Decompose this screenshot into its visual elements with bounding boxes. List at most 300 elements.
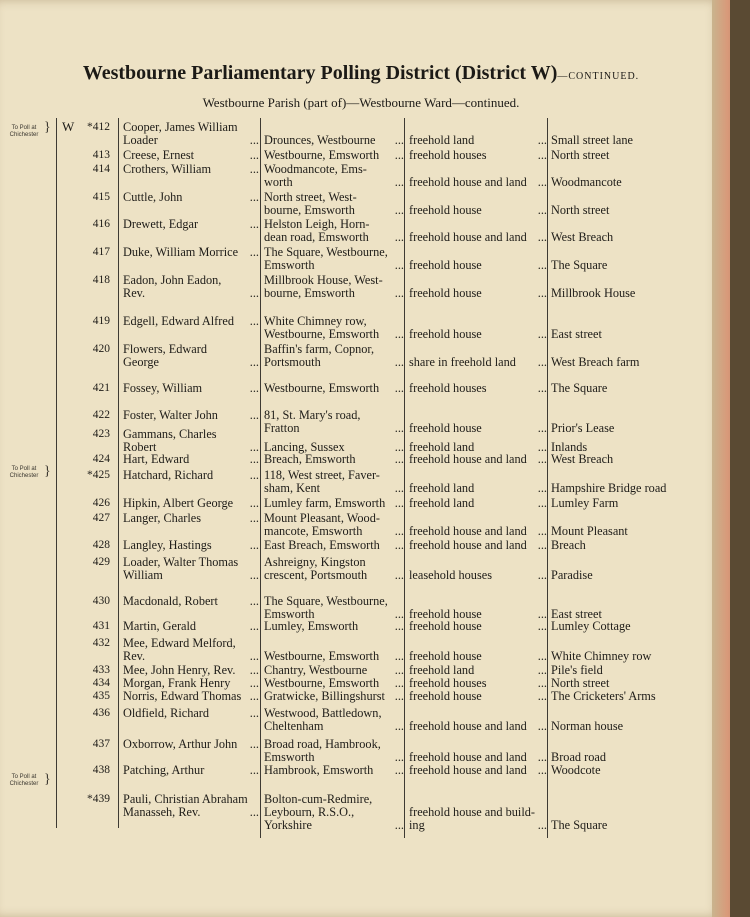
abode-text: Millbrook House, West- <box>264 273 383 287</box>
leader-dots: ... <box>249 452 259 466</box>
brace: } <box>44 120 51 135</box>
prop-text: Pile's field <box>551 663 603 677</box>
column-rule-num <box>118 118 119 828</box>
leader-dots: ... <box>249 408 259 422</box>
name-cell <box>123 764 259 777</box>
entry-number: *425 <box>87 469 110 481</box>
abode-cell <box>264 525 404 538</box>
abode-text: Lumley farm, Emsworth <box>264 496 386 510</box>
leader-dots: ... <box>394 481 404 495</box>
entry-number: 433 <box>92 664 110 676</box>
leader-dots: ... <box>394 440 404 454</box>
name-text: Norris, Edward Thomas <box>123 689 242 703</box>
leader-dots: ... <box>537 481 547 495</box>
qual-text: freehold land <box>409 496 475 510</box>
abode-text: 118, West street, Faver- <box>264 468 380 482</box>
qual-cell <box>409 569 547 582</box>
leader-dots: ... <box>394 355 404 369</box>
page-subtitle: Westbourne Parish (part of)—Westbourne Ward—continued. <box>202 95 520 110</box>
name-text: Eadon, John Eadon, <box>123 273 222 287</box>
abode-text: Emsworth <box>264 607 315 621</box>
abode-text: Emsworth <box>264 750 315 764</box>
prop-cell <box>551 356 716 369</box>
leader-dots: ... <box>249 805 259 819</box>
leader-dots: ... <box>249 217 259 231</box>
leader-dots: ... <box>537 538 547 552</box>
prop-cell <box>551 259 716 272</box>
leader-dots: ... <box>249 133 259 147</box>
page-title <box>0 62 722 85</box>
leader-dots: ... <box>249 763 259 777</box>
leader-dots: ... <box>249 619 259 633</box>
entry-number: 416 <box>92 218 110 230</box>
name-text: Langer, Charles <box>123 511 202 525</box>
qual-cell <box>409 204 547 217</box>
prop-cell <box>551 539 716 552</box>
abode-cell <box>264 328 404 341</box>
prop-text: Breach <box>551 538 586 552</box>
leader-dots: ... <box>394 175 404 189</box>
abode-text: The Square, Westbourne, <box>264 594 388 608</box>
leader-dots: ... <box>394 750 404 764</box>
prop-cell <box>551 149 716 162</box>
entry-number: 434 <box>92 677 110 689</box>
name-text: Loader, Walter Thomas <box>123 555 239 569</box>
prop-text: White Chimney row <box>551 649 652 663</box>
name-cell <box>123 738 259 751</box>
abode-text: crescent, Portsmouth <box>264 568 368 582</box>
leader-dots: ... <box>394 663 404 677</box>
leader-dots: ... <box>249 706 259 720</box>
abode-text: Lumley, Emsworth <box>264 619 359 633</box>
abode-text: Breach, Emsworth <box>264 452 356 466</box>
leader-dots: ... <box>394 524 404 538</box>
leader-dots: ... <box>249 496 259 510</box>
name-text: Duke, William Morrice <box>123 245 239 259</box>
prop-cell <box>551 328 716 341</box>
leader-dots: ... <box>394 203 404 217</box>
name-cell <box>123 356 259 369</box>
abode-cell <box>264 482 404 495</box>
abode-cell <box>264 259 404 272</box>
qual-text: freehold house and land <box>409 719 527 733</box>
qual-text: freehold house and land <box>409 538 527 552</box>
leader-dots: ... <box>249 737 259 751</box>
name-text: Drewett, Edgar <box>123 217 199 231</box>
entry-number: 427 <box>92 512 110 524</box>
abode-text: Mount Pleasant, Wood- <box>264 511 380 525</box>
qual-cell <box>409 453 547 466</box>
abode-cell <box>264 287 404 300</box>
qual-text: freehold house and land <box>409 524 527 538</box>
name-text: Hatchard, Richard <box>123 468 214 482</box>
prop-text: North street <box>551 203 610 217</box>
leader-dots: ... <box>537 689 547 703</box>
name-cell <box>123 806 259 819</box>
title-text: Westbourne Parliamentary Polling District (District W) <box>82 62 558 84</box>
leader-dots: ... <box>394 421 404 435</box>
prop-text: East street <box>551 327 602 341</box>
prop-cell <box>551 690 716 703</box>
leader-dots: ... <box>249 538 259 552</box>
name-text: Martin, Gerald <box>123 619 197 633</box>
entry-number: 429 <box>92 556 110 568</box>
abode-cell <box>264 134 404 147</box>
abode-text: Emsworth <box>264 258 315 272</box>
column-rule-left <box>56 118 57 828</box>
leader-dots: ... <box>394 763 404 777</box>
qual-cell <box>409 176 547 189</box>
leader-dots: ... <box>537 148 547 162</box>
name-cell <box>123 595 259 608</box>
name-text: Mee, John Henry, Rev. <box>123 663 236 677</box>
abode-text: Westbourne, Emsworth <box>264 676 380 690</box>
name-cell <box>123 149 259 162</box>
entry-number: 423 <box>92 428 110 440</box>
prop-cell <box>551 287 716 300</box>
leader-dots: ... <box>537 496 547 510</box>
prop-text: Inlands <box>551 440 588 454</box>
leader-dots: ... <box>537 750 547 764</box>
abode-cell <box>264 176 404 189</box>
entry-number: 436 <box>92 707 110 719</box>
abode-text: Fratton <box>264 421 300 435</box>
qual-text: freehold house and land <box>409 750 527 764</box>
abode-text: White Chimney row, <box>264 314 367 328</box>
abode-text: Chantry, Westbourne <box>264 663 368 677</box>
entry-number: 430 <box>92 595 110 607</box>
name-cell <box>123 453 259 466</box>
leader-dots: ... <box>394 496 404 510</box>
name-cell <box>123 512 259 525</box>
leader-dots: ... <box>394 538 404 552</box>
entry-number: 418 <box>92 274 110 286</box>
leader-dots: ... <box>249 568 259 582</box>
name-cell <box>123 218 259 231</box>
abode-text: Woodmancote, Ems- <box>264 162 367 176</box>
side-note: To Poll at Chichester <box>9 774 39 787</box>
prop-text: North street <box>551 148 610 162</box>
qual-cell <box>409 620 547 633</box>
brace: } <box>44 772 51 787</box>
name-cell <box>123 315 259 328</box>
leader-dots: ... <box>249 511 259 525</box>
qual-text: freehold house <box>409 619 482 633</box>
leader-dots: ... <box>394 230 404 244</box>
abode-text: bourne, Emsworth <box>264 203 355 217</box>
leader-dots: ... <box>394 452 404 466</box>
name-cell <box>123 382 259 395</box>
leader-dots: ... <box>394 818 404 832</box>
prop-cell <box>551 620 716 633</box>
prop-text: West Breach <box>551 452 614 466</box>
qual-text: freehold houses <box>409 148 487 162</box>
qual-cell <box>409 134 547 147</box>
qual-text: share in freehold land <box>409 355 516 369</box>
leader-dots: ... <box>249 468 259 482</box>
name-cell <box>123 246 259 259</box>
abode-cell <box>264 422 404 435</box>
abode-text: bourne, Emsworth <box>264 286 355 300</box>
prop-cell <box>551 231 716 244</box>
title-suffix: —CONTINUED. <box>557 71 640 82</box>
leader-dots: ... <box>249 676 259 690</box>
name-text: Flowers, Edward <box>123 342 208 356</box>
leader-dots: ... <box>537 568 547 582</box>
name-cell <box>123 163 259 176</box>
prop-cell <box>551 453 716 466</box>
qual-text: freehold house and land <box>409 175 527 189</box>
leader-dots: ... <box>537 258 547 272</box>
abode-cell <box>264 620 404 633</box>
qual-text: freehold house and land <box>409 452 527 466</box>
leader-dots: ... <box>249 314 259 328</box>
qual-cell <box>409 525 547 538</box>
leader-dots: ... <box>537 203 547 217</box>
prop-text: East street <box>551 607 602 621</box>
prop-text: West Breach <box>551 230 614 244</box>
name-cell <box>123 569 259 582</box>
name-cell <box>123 690 259 703</box>
abode-cell <box>264 382 404 395</box>
qual-text: freehold house and build- <box>409 805 536 819</box>
prop-text: The Square <box>551 258 608 272</box>
prop-cell <box>551 422 716 435</box>
leader-dots: ... <box>249 440 259 454</box>
prop-text: Millbrook House <box>551 286 636 300</box>
qual-text: freehold house <box>409 607 482 621</box>
prop-text: The Cricketers' Arms <box>551 689 656 703</box>
prop-cell <box>551 650 716 663</box>
qual-text: freehold land <box>409 440 475 454</box>
leader-dots: ... <box>249 594 259 608</box>
column-rule-qual <box>547 118 548 838</box>
name-cell <box>123 469 259 482</box>
qual-text: freehold house <box>409 649 482 663</box>
side-note: To Poll at Chichester <box>9 466 39 479</box>
prop-cell <box>551 819 716 832</box>
entry-number: 426 <box>92 497 110 509</box>
leader-dots: ... <box>537 676 547 690</box>
leader-dots: ... <box>537 452 547 466</box>
name-cell <box>123 539 259 552</box>
entry-number: 413 <box>92 149 110 161</box>
name-cell <box>123 287 259 300</box>
abode-text: mancote, Emsworth <box>264 524 363 538</box>
prop-text: The Square <box>551 818 608 832</box>
qual-text: freehold house <box>409 421 482 435</box>
prop-text: Small street lane <box>551 133 633 147</box>
name-cell <box>123 134 259 147</box>
name-text: Gammans, Charles <box>123 427 217 441</box>
entry-number: 428 <box>92 539 110 551</box>
name-text: Oxborrow, Arthur John <box>123 737 238 751</box>
qual-text: leasehold houses <box>409 568 492 582</box>
district-letter: W <box>62 119 75 134</box>
leader-dots: ... <box>537 230 547 244</box>
leader-dots: ... <box>249 162 259 176</box>
leader-dots: ... <box>394 689 404 703</box>
qual-text: freehold land <box>409 481 475 495</box>
leader-dots: ... <box>394 719 404 733</box>
prop-cell <box>551 176 716 189</box>
entry-number: 437 <box>92 738 110 750</box>
abode-text: sham, Kent <box>264 481 321 495</box>
leader-dots: ... <box>394 381 404 395</box>
leader-dots: ... <box>249 355 259 369</box>
entry-number: 417 <box>92 246 110 258</box>
side-note: To Poll at Chichester <box>9 125 39 138</box>
prop-cell <box>551 569 716 582</box>
qual-cell <box>409 806 547 819</box>
name-text: Robert <box>123 440 157 454</box>
abode-text: Gratwicke, Billingshurst <box>264 689 385 703</box>
name-cell <box>123 620 259 633</box>
qual-text: freehold house <box>409 689 482 703</box>
entry-number: 414 <box>92 163 110 175</box>
abode-text: Portsmouth <box>264 355 321 369</box>
name-text: Mee, Edward Melford, <box>123 636 236 650</box>
abode-text: Cheltenham <box>264 719 324 733</box>
leader-dots: ... <box>394 133 404 147</box>
entry-number: 419 <box>92 315 110 327</box>
qual-text: freehold land <box>409 133 475 147</box>
leader-dots: ... <box>537 818 547 832</box>
abode-text: Baffin's farm, Copnor, <box>264 342 375 356</box>
abode-text: North street, West- <box>264 190 357 204</box>
abode-cell <box>264 720 404 733</box>
name-text: Oldfield, Richard <box>123 706 210 720</box>
abode-text: dean road, Emsworth <box>264 230 369 244</box>
qual-cell <box>409 482 547 495</box>
qual-cell <box>409 231 547 244</box>
name-text: Patching, Arthur <box>123 763 205 777</box>
prop-cell <box>551 204 716 217</box>
qual-text: freehold land <box>409 663 475 677</box>
leader-dots: ... <box>394 327 404 341</box>
abode-text: Westbourne, Emsworth <box>264 148 380 162</box>
entry-number: 415 <box>92 191 110 203</box>
entry-number: 431 <box>92 620 110 632</box>
abode-cell <box>264 650 404 663</box>
leader-dots: ... <box>537 175 547 189</box>
abode-cell <box>264 453 404 466</box>
leader-dots: ... <box>537 286 547 300</box>
name-cell <box>123 707 259 720</box>
qual-text: freehold houses <box>409 381 487 395</box>
abode-text: East Breach, Emsworth <box>264 538 380 552</box>
qual-cell <box>409 539 547 552</box>
qual-cell <box>409 422 547 435</box>
qual-cell <box>409 259 547 272</box>
abode-text: Broad road, Hambrook, <box>264 737 381 751</box>
leader-dots: ... <box>394 607 404 621</box>
prop-cell <box>551 482 716 495</box>
name-cell <box>123 497 259 510</box>
prop-text: Paradise <box>551 568 593 582</box>
prop-text: Lumley Cottage <box>551 619 631 633</box>
name-cell <box>123 191 259 204</box>
qual-cell <box>409 720 547 733</box>
abode-text: Leybourn, R.S.O., <box>264 805 355 819</box>
qual-text: freehold house <box>409 203 482 217</box>
abode-text: Westbourne, Emsworth <box>264 649 380 663</box>
leader-dots: ... <box>537 440 547 454</box>
leader-dots: ... <box>394 676 404 690</box>
qual-text: freehold house <box>409 258 482 272</box>
abode-text: Yorkshire <box>264 818 312 832</box>
abode-cell <box>264 539 404 552</box>
entry-number: *412 <box>87 121 110 133</box>
prop-text: Broad road <box>551 750 606 764</box>
abode-cell <box>264 231 404 244</box>
entry-number: 438 <box>92 764 110 776</box>
name-text: Crothers, William <box>123 162 212 176</box>
qual-text: freehold house and land <box>409 230 527 244</box>
name-text: Loader <box>123 133 158 147</box>
name-text: Edgell, Edward Alfred <box>123 314 234 328</box>
leader-dots: ... <box>537 607 547 621</box>
column-rule-name <box>260 118 261 838</box>
entry-number: 422 <box>92 409 110 421</box>
name-text: Foster, Walter John <box>123 408 218 422</box>
prop-cell <box>551 497 716 510</box>
prop-text: West Breach farm <box>551 355 640 369</box>
abode-text: 81, St. Mary's road, <box>264 408 361 422</box>
prop-text: Hampshire Bridge road <box>551 481 667 495</box>
leader-dots: ... <box>537 719 547 733</box>
leader-dots: ... <box>394 258 404 272</box>
name-text: George <box>123 355 159 369</box>
abode-cell <box>264 569 404 582</box>
abode-text: Helston Leigh, Horn- <box>264 217 370 231</box>
leader-dots: ... <box>249 148 259 162</box>
prop-text: Norman house <box>551 719 624 733</box>
leader-dots: ... <box>249 190 259 204</box>
entry-number: 424 <box>92 453 110 465</box>
qual-cell <box>409 328 547 341</box>
qual-text: freehold house <box>409 286 482 300</box>
prop-text: North street <box>551 676 610 690</box>
name-text: William <box>123 568 163 582</box>
leader-dots: ... <box>249 689 259 703</box>
name-text: Morgan, Frank Henry <box>123 676 231 690</box>
prop-cell <box>551 382 716 395</box>
leader-dots: ... <box>394 649 404 663</box>
leader-dots: ... <box>537 663 547 677</box>
abode-cell <box>264 764 404 777</box>
prop-text: Lumley Farm <box>551 496 619 510</box>
leader-dots: ... <box>537 763 547 777</box>
name-text: Fossey, William <box>123 381 203 395</box>
abode-text: Hambrook, Emsworth <box>264 763 374 777</box>
qual-text: freehold houses <box>409 676 487 690</box>
qual-text: freehold house <box>409 327 482 341</box>
prop-cell <box>551 134 716 147</box>
abode-text: Westbourne, Emsworth <box>264 381 380 395</box>
brace: } <box>44 464 51 479</box>
entry-number: *439 <box>87 793 110 805</box>
prop-cell <box>551 525 716 538</box>
leader-dots: ... <box>249 663 259 677</box>
abode-cell <box>264 356 404 369</box>
abode-text: Westwood, Battledown, <box>264 706 382 720</box>
entry-number: 421 <box>92 382 110 394</box>
leader-dots: ... <box>537 381 547 395</box>
name-text: Creese, Ernest <box>123 148 195 162</box>
abode-text: Drounces, Westbourne <box>264 133 376 147</box>
qual-cell <box>409 149 547 162</box>
